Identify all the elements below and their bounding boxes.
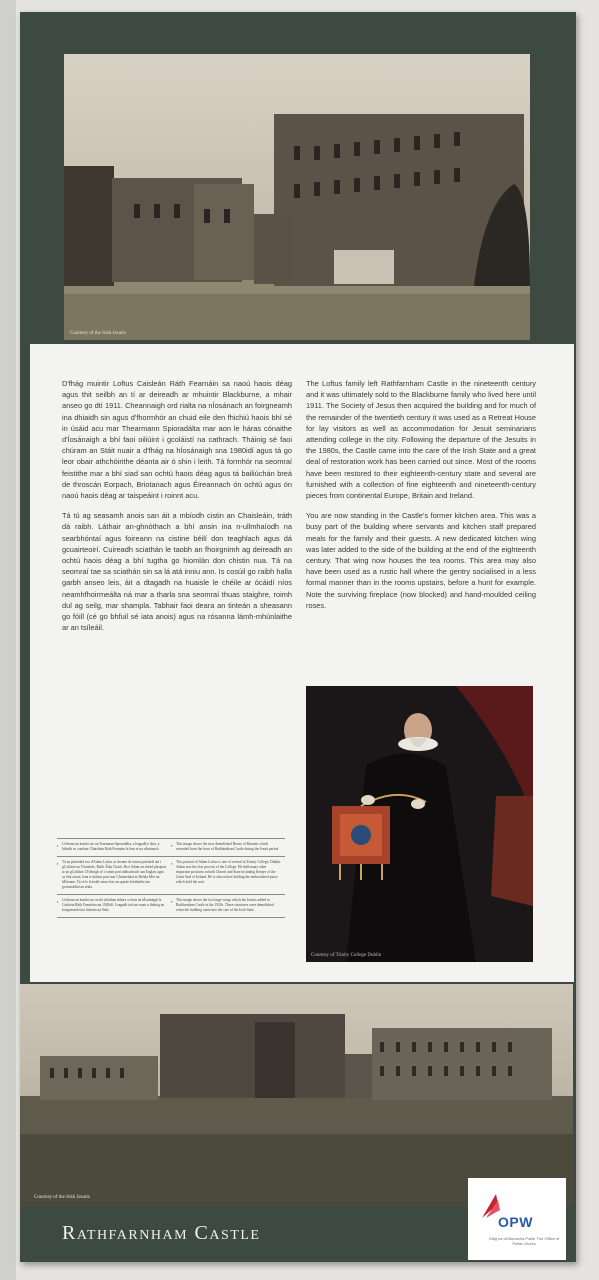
caption-irish: [57, 898, 171, 913]
caption-irish: [57, 860, 171, 890]
opw-logo-text: OPW: [498, 1214, 533, 1230]
caption-english-text: This portrait of Adam Loftus is one of several in Trinity College, Dublin. Adam was the first provost of the College. He held many other important positions in both Church and State including Keeper of the Great Seal of Ireland. He is shown here holding the embroidered purse which held the seal.: [176, 860, 282, 884]
bullet-icon: ▪: [171, 899, 173, 904]
caption-irish-text: Léiríonn an íomhá seo an dá chluthan mhóra a chuir na hÍosánaigh le Caisleán Ráth Fearnáin sna 1920idí. Leagadh iad seo nuair a tháinig an foirgneamh faoi chúram an Stáit.: [62, 898, 165, 912]
opw-logo-subtitle: Oifig na nOibreacha Poiblí The Office of Public Works: [488, 1236, 560, 1246]
caption-irish: [57, 842, 171, 852]
bullet-icon: ▪: [57, 899, 59, 904]
castle-photo-illustration: [64, 54, 530, 340]
caption-english: [171, 860, 285, 890]
portrait-illustration: [306, 686, 533, 962]
top-photo-credit: Courtesy of the Irish Jesuits: [70, 331, 126, 336]
english-paragraph-2: You are now standing in the Castle's former kitchen area. This was a busy part of the building where servants and kitchen staff prepared meals for the family and their guests. A new dedicated kitchen wing was later added to the side of the building at the end of the eighteenth century. That wing now houses the tea rooms. This area may also have been used as a rustic hall where the gentry socialised in a less formal manner than in the rooms upstairs, before a hunt for example. Note the surviving fireplace (now blocked) and hand-moulded ceiling roses.: [306, 511, 536, 610]
panel-title: Rathfarnham Castle: [62, 1222, 261, 1244]
wall-edge: [0, 0, 16, 1280]
caption-english: [171, 842, 285, 852]
caption-english-text: This image shows the now demolished House of Retreats which extended from the front of Rathfarnham Castle during the Jesuit period.: [176, 842, 280, 851]
opw-logo: [468, 1178, 566, 1260]
english-paragraph-1: The Loftus family left Rathfarnham Castle in the nineteenth century and it was ultimately sold to the Blackburne family who lived here until 1911. The Society of Jesus then acquired the building and for much of the remainder of the twentieth century it was used as a Retreat House for lay visitors as well as accommodation for Jesuit seminarians attending college in the city. Following the departure of the Jesuits in the 1980s, the Castle came into the care of the Irish State and a great deal of restoration work has been carried out since. Most of the rooms have been restored to their eighteenth-century state and several are furnished with a collection of fine eighteenth and nineteenth-century pieces from continental Europe, Britain and Ireland.: [306, 379, 536, 501]
caption-row: [57, 857, 285, 895]
english-text-column: [306, 378, 536, 620]
bullet-icon: ▪: [171, 843, 173, 848]
bullet-icon: ▪: [57, 861, 59, 866]
caption-irish-text: Léiríonn an íomhá seo an Tearmann Spioradálta, a leagadh ó shin, a bhíodh os comhair Chaisleán Ráth Fearnáin le linn ré na nÍosánach.: [62, 842, 160, 851]
bullet-icon: ▪: [171, 861, 173, 866]
portrait-credit: Courtesy of Trinity College Dublin: [311, 953, 382, 958]
irish-paragraph-1: D'fhág muintir Loftus Caisleán Ráth Fearnáin sa naoú haois déag agus thit seilbh an tí ar deireadh ar mhuintir Blackburne, a mhair anseo go dtí 1911. Cheannaigh ord rialta na nÍosánach an foirgneamh ina dhiaidh sin agus d'fhormhór an chuid eile den fhichiú haois bhí sé in úsáid acu mar Thearmann Spioradálta mar aon le háras cónaithe d'Íosánaigh a bhí faoi oiliúint i gcoláistí na cathrach. Tháinig sé faoi chúram an Stáit nuair a d'fhág na hÍosánaigh sna 1980idí agus tá go leor obair athchóirithe déanta air ó shin i leith. Tá formhór na seomraí feistithe mar a bhí siad san ochtú haois déag agus tá bailiúchán breá de throscán Eorpach, Briotanach agus Éireannach ón ochtú agus ón naoú haois déag ar taispeáint i roinnt acu.: [62, 379, 292, 501]
caption-irish-text: Tá an phortráid seo d'Adam Loftus ar cheann de roinnt portráidí atá i gColáiste na Tríonóide, Baile Átha Cliath. Ba é Adam an chéad phropast ar an gColáiste. D'oibrigh sé i roinnt post tábhachtach san Eaglais agus sa Stát araon, lena n-áirítear post mar Choimeádaí ar Shéala Mór na hÉireann. Tá sé le feiceáil anseo leis an sparán bróidnithe ina gcoimeádtaí an séala.: [62, 860, 167, 889]
bottom-photo-credit: Courtesy of the Irish Jesuits: [34, 1195, 90, 1200]
captions-table: [57, 838, 285, 918]
bottom-historic-photo: [20, 984, 573, 1206]
adam-loftus-portrait: [306, 686, 533, 962]
caption-row: [57, 838, 285, 857]
irish-text-column: [62, 378, 292, 642]
bullet-icon: ▪: [57, 843, 59, 848]
caption-english-text: This image shows the two large wings which the Jesuits added to Rathfarnham Castle in the 1920s. These structures were demolished when the building came into the care of the Irish State.: [176, 898, 274, 912]
top-historic-photo: [64, 54, 530, 340]
castle-panorama-illustration: [20, 984, 573, 1206]
caption-row: [57, 895, 285, 918]
caption-english: [171, 898, 285, 913]
irish-paragraph-2: Tá tú ag seasamh anois san áit a mbíodh cistin an Chaisleáin, tráth dá raibh. Láthair an-ghnóthach a bhí ansin ina n-ullmhaíodh na searbhóntaí agus foireann na cistine béilí don teaghlach agus dá gcuairteoirí. Cuireadh sciathán le taobh an fhoirgnimh ag deireadh an ochtú haois déag a bhí tugtha go hiomlán don chistin nua. Tá na seomraí tae sa sciathán sin sa lá atá inniu ann. Is cosúil go raibh halla garbh anseo leis, áit a dtagadh na huaisle le chéile ar ócáidí níos neamhfhoirmeálta ná mar a tharla sna seomraí thuas staighre, roimh dul ag seilg, mar shampla. Tabhair faoi deara an tinteán a sheasann go fóill (cé go bhfuil sé iata anois) agus na rósanna lámh-mhúnlaithe ar an tsíleáil.: [62, 511, 292, 633]
